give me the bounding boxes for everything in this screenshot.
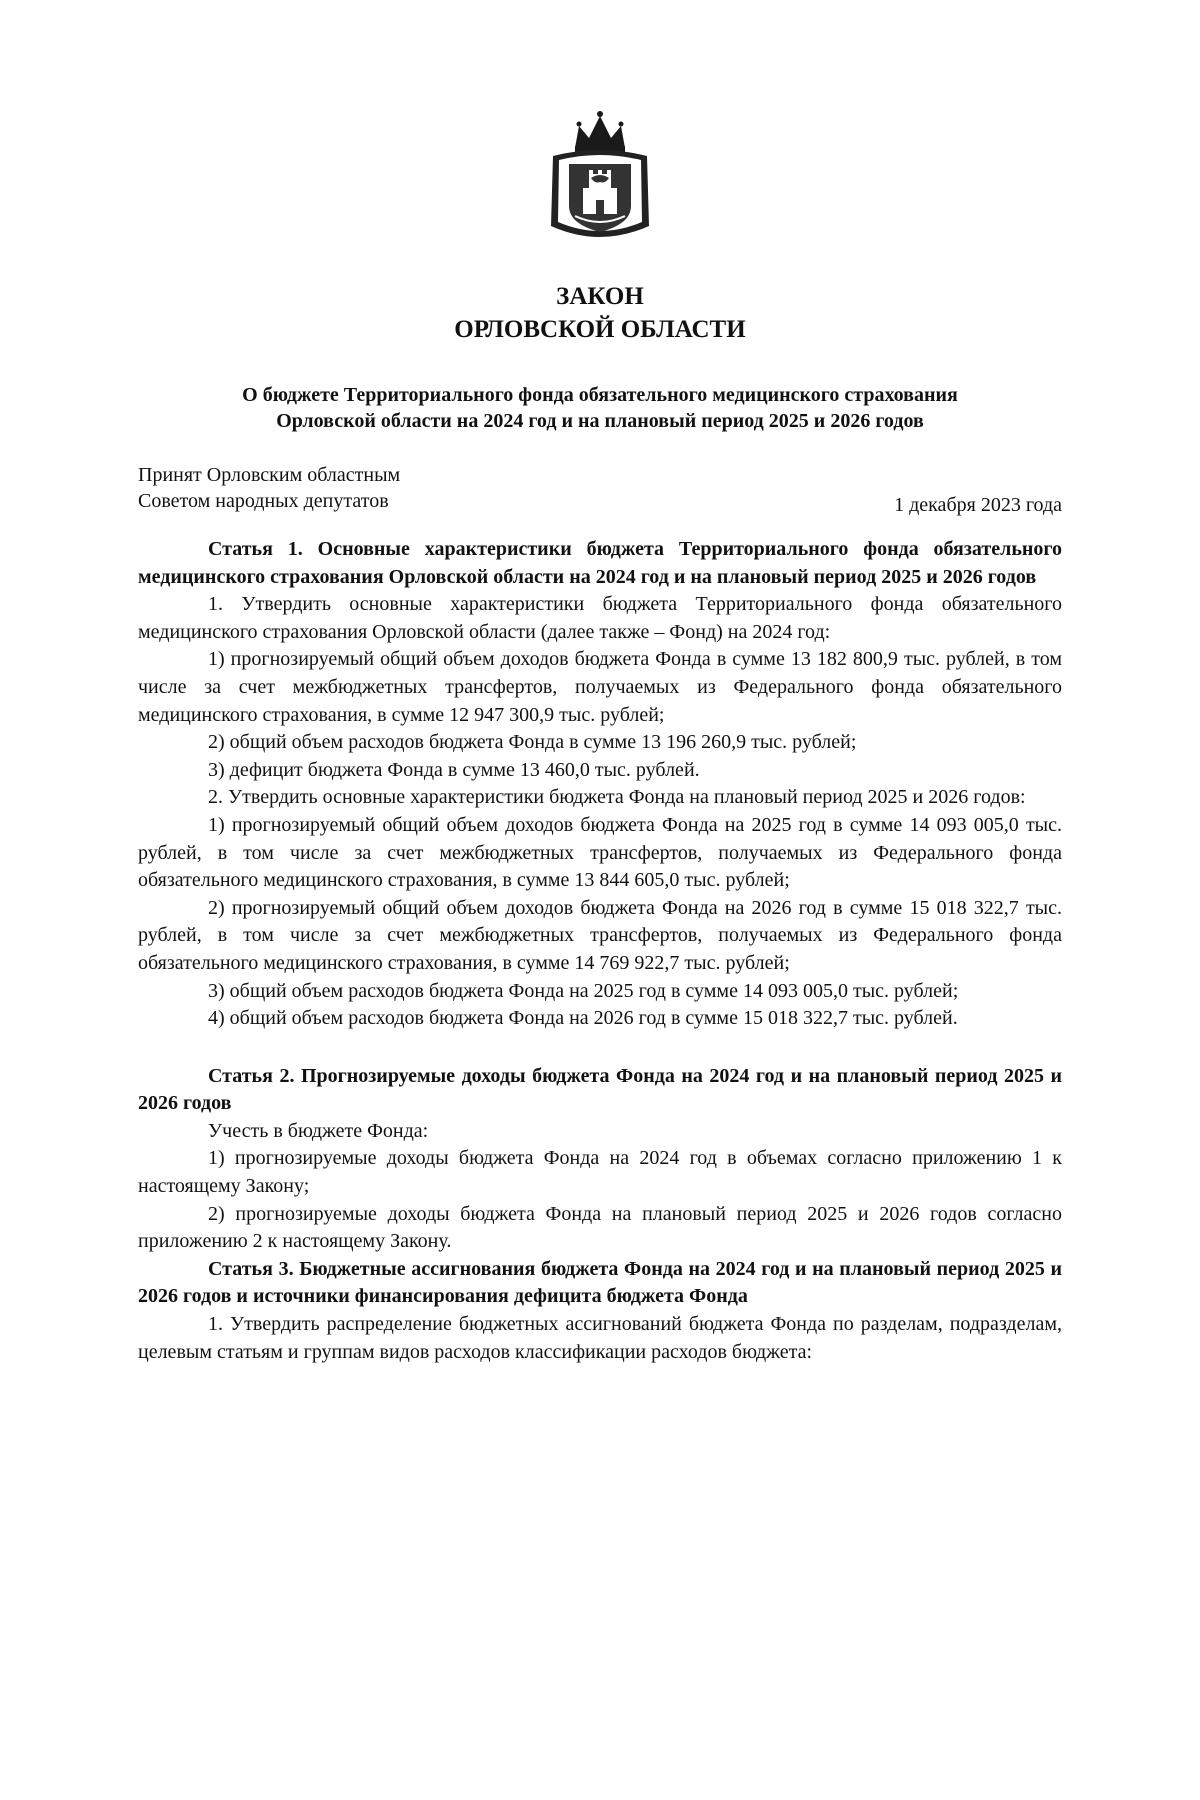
article-1-item-2-4: 4) общий объем расходов бюджета Фонда на 2026 год в сумме 15 018 322,7 тыс. рублей. [208,1007,958,1030]
document-page [0,108,1200,1800]
law-title-line1: ЗАКОН [556,283,644,310]
law-body [138,536,1062,1366]
article-1-item-1-1: 1) прогнозируемый общий объем доходов бюджета Фонда в сумме 13 182 800,9 тыс. рублей, в том числе за счет межбюджетных трансфертов, получаемых из Федерального фонда обязательного медицинского страхования, в сумме 12 947 300,9 тыс. рублей; [138,648,1062,726]
article-1-item-2-2: 2) прогнозируемый общий объем доходов бюджета Фонда на 2026 год в сумме 15 018 322,7 тыс. рублей, в том числе за счет межбюджетных трансфертов, получаемых из Федерального фонда обязательного медицинского страхования, в сумме 14 769 922,7 тыс. рублей; [138,896,1062,974]
article-3-heading: Статья 3. Бюджетные ассигнования бюджета Фонда на 2024 год и на плановый период 2025 и 2026 годов и источники финансирования дефицита бюджета Фонда [138,1257,1062,1308]
article-1-item-1-3: 3) дефицит бюджета Фонда в сумме 13 460,0 тыс. рублей. [208,758,700,781]
article-1-paragraph-1: 1. Утвердить основные характеристики бюджета Территориального фонда обязательного медицинского страхования Орловской области (далее также – Фонд) на 2024 год: [138,593,1062,643]
law-title [138,280,1062,346]
article-1-item-2-1: 1) прогнозируемый общий объем доходов бюджета Фонда на 2025 год в сумме 14 093 005,0 тыс. рублей, в том числе за счет межбюджетных трансфертов, получаемых из Федерального фонда обязательного медицинского страхования, в сумме 13 844 605,0 тыс. рублей; [138,813,1062,892]
article-2-heading: Статья 2. Прогнозируемые доходы бюджета Фонда на 2024 год и на плановый период 2025 и 2026 годов [138,1064,1062,1115]
law-title-line2: ОРЛОВСКОЙ ОБЛАСТИ [454,316,746,343]
article-1-item-2-3: 3) общий объем расходов бюджета Фонда на 2025 год в сумме 14 093 005,0 тыс. рублей; [208,979,959,1002]
article-1-item-1-2: 2) общий объем расходов бюджета Фонда в сумме 13 196 260,9 тыс. рублей; [208,731,857,754]
orel-oblast-coat-of-arms-icon [545,108,655,248]
law-subject-line2: Орловской области на 2024 год и на плановый период 2025 и 2026 годов [276,410,924,432]
article-2-intro: Учесть в бюджете Фонда: [208,1119,429,1142]
adoption-block [138,462,1062,518]
law-subject [138,382,1062,434]
article-1-paragraph-2: 2. Утвердить основные характеристики бюджета Фонда на плановый период 2025 и 2026 годов: [208,786,1026,809]
article-2-item-1: 1) прогнозируемые доходы бюджета Фонда на 2024 год в объемах согласно приложению 1 к настоящему Закону; [138,1147,1062,1198]
adoption-date: 1 декабря 2023 года [894,494,1062,516]
article-3-paragraph-1: 1. Утвердить распределение бюджетных ассигнований бюджета Фонда по разделам, подразделам, целевым статьям и группам видов расходов классификации расходов бюджета: [138,1313,1062,1363]
law-subject-line1: О бюджете Территориального фонда обязательного медицинского страхования [242,384,958,406]
adoption-line2: Советом народных депутатов [138,490,389,512]
article-1-heading: Статья 1. Основные характеристики бюджета Территориального фонда обязательного медицинского страхования Орловской области на 2024 год и на плановый период 2025 и 2026 годов [138,538,1062,588]
adoption-line1: Принят Орловским областным [138,464,401,486]
article-2-item-2: 2) прогнозируемые доходы бюджета Фонда на плановый период 2025 и 2026 годов согласно приложению 2 к настоящему Закону. [138,1202,1062,1253]
